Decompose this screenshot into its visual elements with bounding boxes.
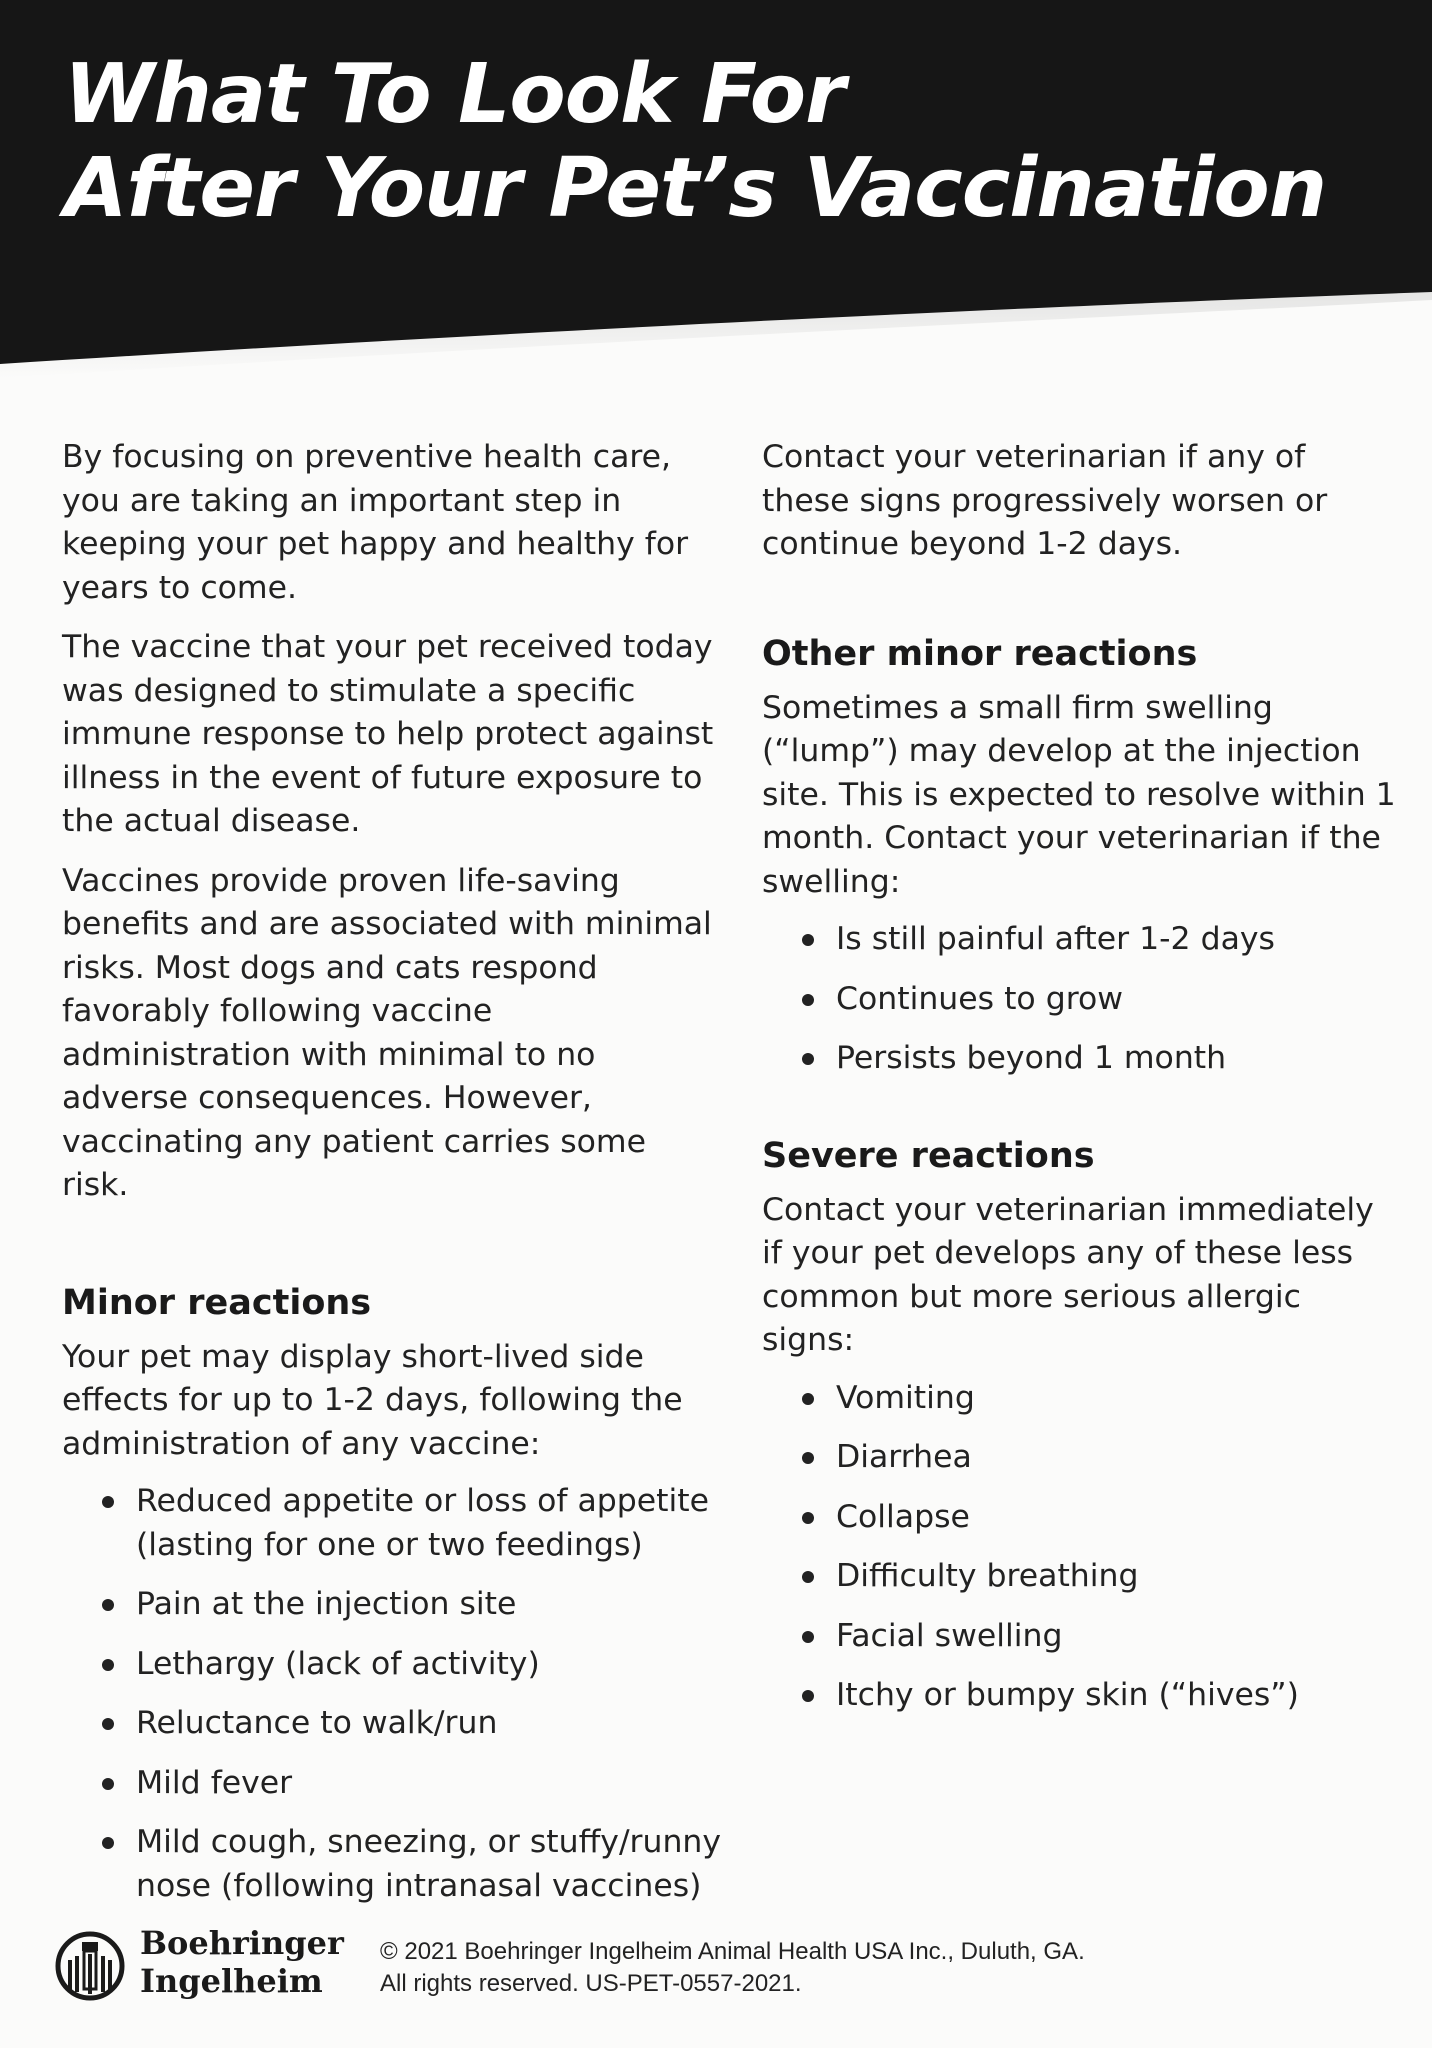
logo-wordmark xyxy=(140,1924,344,2000)
severe-reactions-heading: Severe reactions xyxy=(762,1135,1095,1176)
list-item xyxy=(762,978,1398,1022)
bullet-icon xyxy=(102,1599,114,1611)
other-minor-reactions-heading: Other minor reactions xyxy=(762,633,1198,674)
minor-reactions-heading: Minor reactions xyxy=(62,1282,372,1323)
copyright-line-2: All rights reserved. US-PET-0557-2021. xyxy=(380,1970,802,1997)
severe-reactions-list xyxy=(762,1377,1398,1718)
minor-item-3: Lethargy (lack of activity) xyxy=(136,1645,540,1682)
left-column xyxy=(62,436,722,1924)
bullet-icon xyxy=(802,1690,814,1702)
bullet-icon xyxy=(102,1718,114,1730)
severe-item-6: Itchy or bumpy skin (“hives”) xyxy=(836,1677,1299,1713)
title-line-2: After Your Pet’s Vaccination xyxy=(64,141,1327,236)
minor-item-6: Mild cough, sneezing, or stuffy/runny nose (following intranasal vaccines) xyxy=(136,1824,722,1904)
list-item xyxy=(62,1702,722,1746)
severe-item-1: Vomiting xyxy=(836,1379,975,1416)
severe-item-2: Diarrhea xyxy=(836,1439,972,1475)
list-item xyxy=(62,1821,722,1908)
severe-reactions-intro: Contact your veterinarian immediately if your pet develops any of these less common but more serious allergic signs: xyxy=(762,1191,1374,1358)
bullet-icon xyxy=(802,1393,814,1405)
list-item xyxy=(762,1674,1398,1718)
bullet-icon xyxy=(802,994,814,1006)
bullet-icon xyxy=(802,934,814,946)
list-item xyxy=(62,1643,722,1687)
list-item xyxy=(762,1377,1398,1421)
bullet-icon xyxy=(802,1452,814,1464)
other-minor-item-1: Is still painful after 1-2 days xyxy=(836,921,1275,957)
minor-item-1: Reduced appetite or loss of appetite (lasting for one or two feedings) xyxy=(136,1483,710,1563)
other-minor-item-3: Persists beyond 1 month xyxy=(836,1040,1227,1076)
logo-line-1: Boehringer xyxy=(140,1924,344,1962)
intro-paragraph-2: The vaccine that your pet received today was designed to stimulate a specific immune response to help protect against illness in the event of future exposure to the actual disease. xyxy=(62,629,714,839)
list-item xyxy=(762,1615,1398,1659)
severe-item-4: Difficulty breathing xyxy=(836,1558,1139,1594)
list-item xyxy=(762,1037,1398,1081)
list-item xyxy=(762,1436,1398,1480)
title-line-1: What To Look For xyxy=(64,47,845,142)
minor-reactions-list xyxy=(62,1480,722,1908)
bullet-icon xyxy=(802,1512,814,1524)
list-item xyxy=(62,1480,722,1567)
list-item xyxy=(762,1496,1398,1540)
bullet-icon xyxy=(102,1778,114,1790)
bullet-icon xyxy=(802,1571,814,1583)
contact-note: Contact your veterinarian if any of these signs progressively worsen or continue beyond 1-2 days. xyxy=(762,439,1328,562)
bullet-icon xyxy=(102,1659,114,1671)
list-item xyxy=(762,918,1398,962)
footer xyxy=(52,1924,1392,2004)
logo-line-2: Ingelheim xyxy=(140,1962,323,2000)
minor-item-2: Pain at the injection site xyxy=(136,1586,517,1622)
company-logo xyxy=(52,1924,352,2004)
bullet-icon xyxy=(802,1631,814,1643)
intro-paragraph-3: Vaccines provide proven life-saving benefits and are associated with minimal risks. Most dogs and cats respond favorably following vaccine administration with minimal to no adverse consequences. However, vaccinating any patient carries some risk. xyxy=(62,862,712,1203)
other-minor-reactions-intro: Sometimes a small firm swelling (“lump”) may develop at the injection site. This is expected to resolve within 1 month. Contact your veterinarian if the swelling: xyxy=(762,689,1396,900)
copyright-line-1: © 2021 Boehringer Ingelheim Animal Health USA Inc., Duluth, GA. xyxy=(380,1938,1085,1965)
other-minor-reactions-list xyxy=(762,918,1398,1081)
bullet-icon xyxy=(802,1053,814,1065)
minor-item-4: Reluctance to walk/run xyxy=(136,1705,498,1741)
severe-item-3: Collapse xyxy=(836,1498,970,1535)
bullet-icon xyxy=(102,1837,114,1849)
header-banner xyxy=(0,0,1432,410)
minor-item-5: Mild fever xyxy=(136,1764,293,1801)
severe-item-5: Facial swelling xyxy=(836,1617,1063,1654)
logo-mark-icon xyxy=(52,1930,128,2002)
list-item xyxy=(62,1583,722,1627)
page-title xyxy=(64,48,1326,236)
intro-paragraph-1: By focusing on preventive health care, you are taking an important step in keeping your pet happy and healthy for years to come. xyxy=(62,439,689,606)
right-column xyxy=(762,436,1398,1734)
other-minor-item-2: Continues to grow xyxy=(836,980,1123,1017)
copyright-notice xyxy=(380,1936,1085,2000)
list-item xyxy=(62,1762,722,1806)
bullet-icon xyxy=(102,1496,114,1508)
list-item xyxy=(762,1555,1398,1599)
minor-reactions-intro: Your pet may display short-lived side effects for up to 1-2 days, following the administration of any vaccine: xyxy=(62,1338,683,1462)
